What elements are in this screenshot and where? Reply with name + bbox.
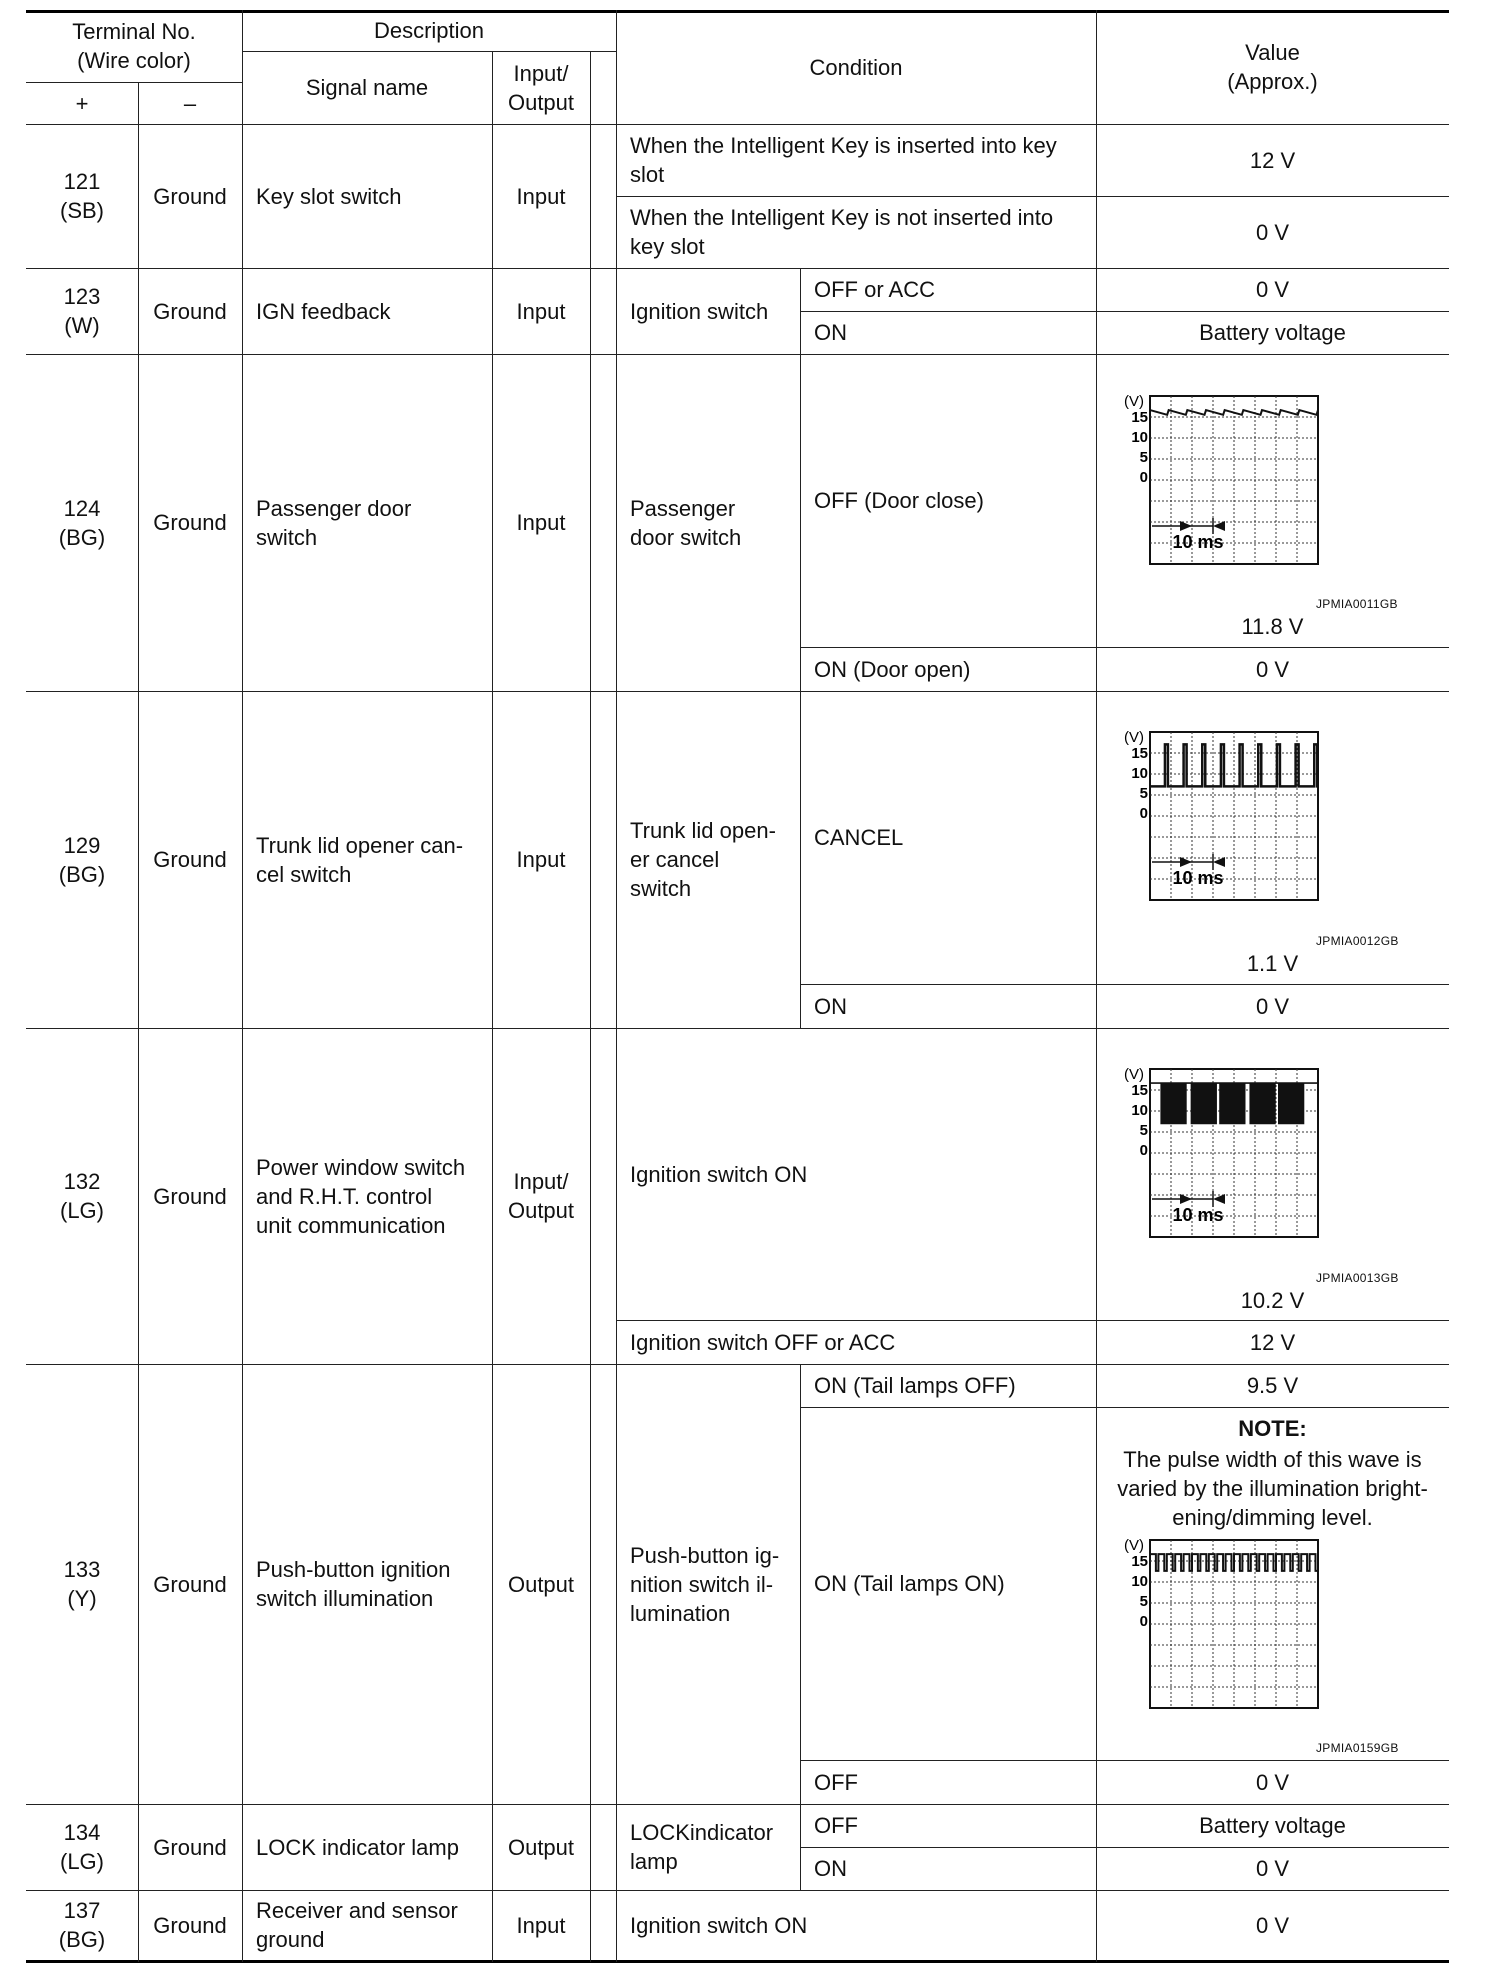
oscilloscope-graph — [1120, 729, 1334, 912]
ground-129: Ground — [153, 847, 227, 872]
condition-121-inserted: When the Intelligent Key is inserted into key slot — [630, 133, 1057, 187]
figure-code-133: JPMIA0159GB — [1316, 1741, 1399, 1755]
value-123-on: Battery voltage — [1199, 320, 1346, 345]
signal-name-129: Trunk lid opener can- cel switch — [256, 832, 464, 887]
condition-132-ign-on: Ignition switch ON — [630, 1161, 808, 1187]
figure-code-129: JPMIA0012GB — [1316, 934, 1399, 948]
scope-tick-label: 0 — [1139, 469, 1148, 486]
header-plus: + — [75, 90, 89, 116]
subcondition-133-tail-on: ON (Tail lamps ON) — [814, 1571, 1005, 1596]
scope-tick-label: 0 — [1139, 1613, 1148, 1630]
ground-121: Ground — [153, 183, 227, 209]
scope-tick-label: 5 — [1139, 1122, 1148, 1139]
condition-129: Trunk lid open- er cancel switch — [630, 818, 776, 901]
value-121-not-inserted: 0 V — [1255, 219, 1290, 245]
scope-unit-label: (V) — [1124, 393, 1144, 410]
signal-name-123: IGN feedback — [256, 298, 391, 324]
rule — [590, 51, 591, 1962]
waveform-133 — [1120, 1537, 1334, 1720]
value-134-off: Battery voltage — [1199, 1813, 1346, 1838]
ground-132: Ground — [153, 1183, 227, 1209]
subcondition-123-off-acc: OFF or ACC — [814, 277, 936, 302]
scope-tick-label: 15 — [1131, 409, 1148, 426]
note-text: The pulse width of this wave is varied by the illumination bright- ening/dimming level. — [1117, 1446, 1428, 1530]
terminal-121: 121 (SB) — [60, 169, 104, 223]
value-124-door-close: 11.8 V — [1241, 613, 1304, 639]
signal-name-133: Push-button ignition switch illumination — [256, 1557, 451, 1611]
scope-unit-label: (V) — [1124, 1537, 1144, 1554]
io-124: Input — [516, 510, 566, 535]
terminal-134: 134 (LG) — [60, 1820, 104, 1874]
value-132-ign-on: 10.2 V — [1240, 1287, 1305, 1313]
terminal-133: 133 (Y) — [63, 1557, 101, 1611]
terminal-123: 123 (W) — [63, 284, 101, 338]
ground-134: Ground — [153, 1834, 227, 1860]
condition-132-off-acc: Ignition switch OFF or ACC — [630, 1329, 896, 1355]
condition-137: Ignition switch ON — [630, 1912, 808, 1938]
subcondition-134-on: ON — [814, 1856, 847, 1881]
condition-121-not-inserted: When the Intelligent Key is not inserted into key slot — [630, 205, 1054, 259]
signal-name-121: Key slot switch — [256, 183, 402, 209]
subcondition-123-on: ON — [814, 320, 847, 345]
header-minus: – — [183, 90, 197, 116]
condition-124: Passenger door switch — [630, 495, 742, 550]
io-129: Input — [516, 847, 566, 872]
scope-tick-label: 5 — [1139, 785, 1148, 802]
header-condition: Condition — [809, 54, 903, 80]
io-132: Input/ Output — [507, 1169, 575, 1223]
signal-name-124: Passenger door switch — [256, 495, 412, 550]
value-133-tail-off: 9.5 V — [1246, 1373, 1299, 1398]
signal-name-132: Power window switch and R.H.T. control unit communication — [256, 1154, 466, 1238]
scope-tick-label: 10 — [1131, 765, 1148, 782]
value-129-on: 0 V — [1255, 993, 1290, 1019]
condition-123: Ignition switch — [630, 298, 769, 324]
subcondition-133-tail-off: ON (Tail lamps OFF) — [814, 1373, 1016, 1398]
oscilloscope-graph — [1120, 393, 1334, 576]
scope-tick-label: 0 — [1139, 805, 1148, 822]
subcondition-133-off: OFF — [814, 1769, 858, 1795]
ground-137: Ground — [153, 1912, 227, 1938]
io-121: Input — [516, 183, 566, 209]
value-132-off-acc: 12 V — [1249, 1329, 1296, 1355]
value-133-off: 0 V — [1255, 1769, 1290, 1795]
oscilloscope-graph — [1120, 1066, 1334, 1249]
figure-code-132: JPMIA0013GB — [1316, 1271, 1399, 1285]
header-description: Description — [373, 18, 485, 43]
ground-133: Ground — [153, 1571, 227, 1597]
scope-tick-label: 15 — [1131, 1553, 1148, 1570]
scope-tick-label: 10 — [1131, 1573, 1148, 1590]
signal-name-134: LOCK indicator lamp — [256, 1834, 459, 1860]
figure-code-124: JPMIA0011GB — [1316, 597, 1398, 611]
scope-unit-label: (V) — [1124, 729, 1144, 746]
header-terminal-no: Terminal No. (Wire color) — [72, 19, 196, 73]
scope-tick-label: 15 — [1131, 745, 1148, 762]
condition-134: LOCKindicator lamp — [630, 1820, 774, 1874]
scope-tick-label: 0 — [1139, 1142, 1148, 1159]
scope-timebase-label: 10 ms — [1172, 1205, 1224, 1225]
terminal-124: 124 (BG) — [58, 495, 106, 550]
waveform-129 — [1120, 729, 1334, 912]
note-title: NOTE: — [1238, 1415, 1307, 1441]
io-133: Output — [507, 1571, 575, 1597]
terminal-129: 129 (BG) — [58, 832, 106, 887]
scope-timebase-label: 10 ms — [1172, 532, 1224, 552]
ground-124: Ground — [153, 510, 227, 535]
scope-tick-label: 15 — [1131, 1082, 1148, 1099]
subcondition-124-door-close: OFF (Door close) — [814, 488, 984, 513]
subcondition-129-on: ON — [814, 993, 847, 1019]
scope-tick-label: 5 — [1139, 449, 1148, 466]
value-137: 0 V — [1255, 1912, 1290, 1938]
scope-signal-trace — [1150, 1554, 1318, 1571]
scope-signal-trace — [1150, 1083, 1318, 1123]
header-input-output: Input/ Output — [507, 60, 575, 115]
scope-tick-label: 10 — [1131, 429, 1148, 446]
waveform-132 — [1120, 1066, 1334, 1249]
terminal-132: 132 (LG) — [60, 1169, 104, 1223]
waveform-124 — [1120, 393, 1334, 576]
scope-tick-label: 10 — [1131, 1102, 1148, 1119]
signal-name-137: Receiver and sensor ground — [256, 1898, 458, 1952]
terminal-table — [26, 10, 1449, 1970]
subcondition-134-off: OFF — [814, 1813, 858, 1838]
ground-123: Ground — [153, 298, 227, 324]
table-bottom-rule — [26, 1960, 1449, 1963]
subcondition-124-door-open: ON (Door open) — [814, 656, 971, 682]
scope-tick-label: 5 — [1139, 1593, 1148, 1610]
header-value: Value (Approx.) — [1227, 40, 1318, 94]
value-121-inserted: 12 V — [1249, 147, 1296, 173]
oscilloscope-graph — [1120, 1537, 1334, 1720]
value-134-on: 0 V — [1255, 1856, 1290, 1881]
io-123: Input — [516, 298, 566, 324]
header-signal-name: Signal name — [305, 75, 429, 100]
condition-133: Push-button ig- nition switch il- lumination — [630, 1542, 780, 1626]
value-129-cancel: 1.1 V — [1246, 950, 1299, 976]
value-124-door-open: 0 V — [1255, 656, 1290, 682]
io-137: Input — [516, 1912, 566, 1938]
scope-timebase-label: 10 ms — [1172, 868, 1224, 888]
value-123-off-acc: 0 V — [1255, 277, 1290, 302]
terminal-137: 137 (BG) — [58, 1898, 106, 1952]
subcondition-129-cancel: CANCEL — [814, 825, 904, 850]
io-134: Output — [507, 1834, 575, 1860]
scope-unit-label: (V) — [1124, 1066, 1144, 1083]
